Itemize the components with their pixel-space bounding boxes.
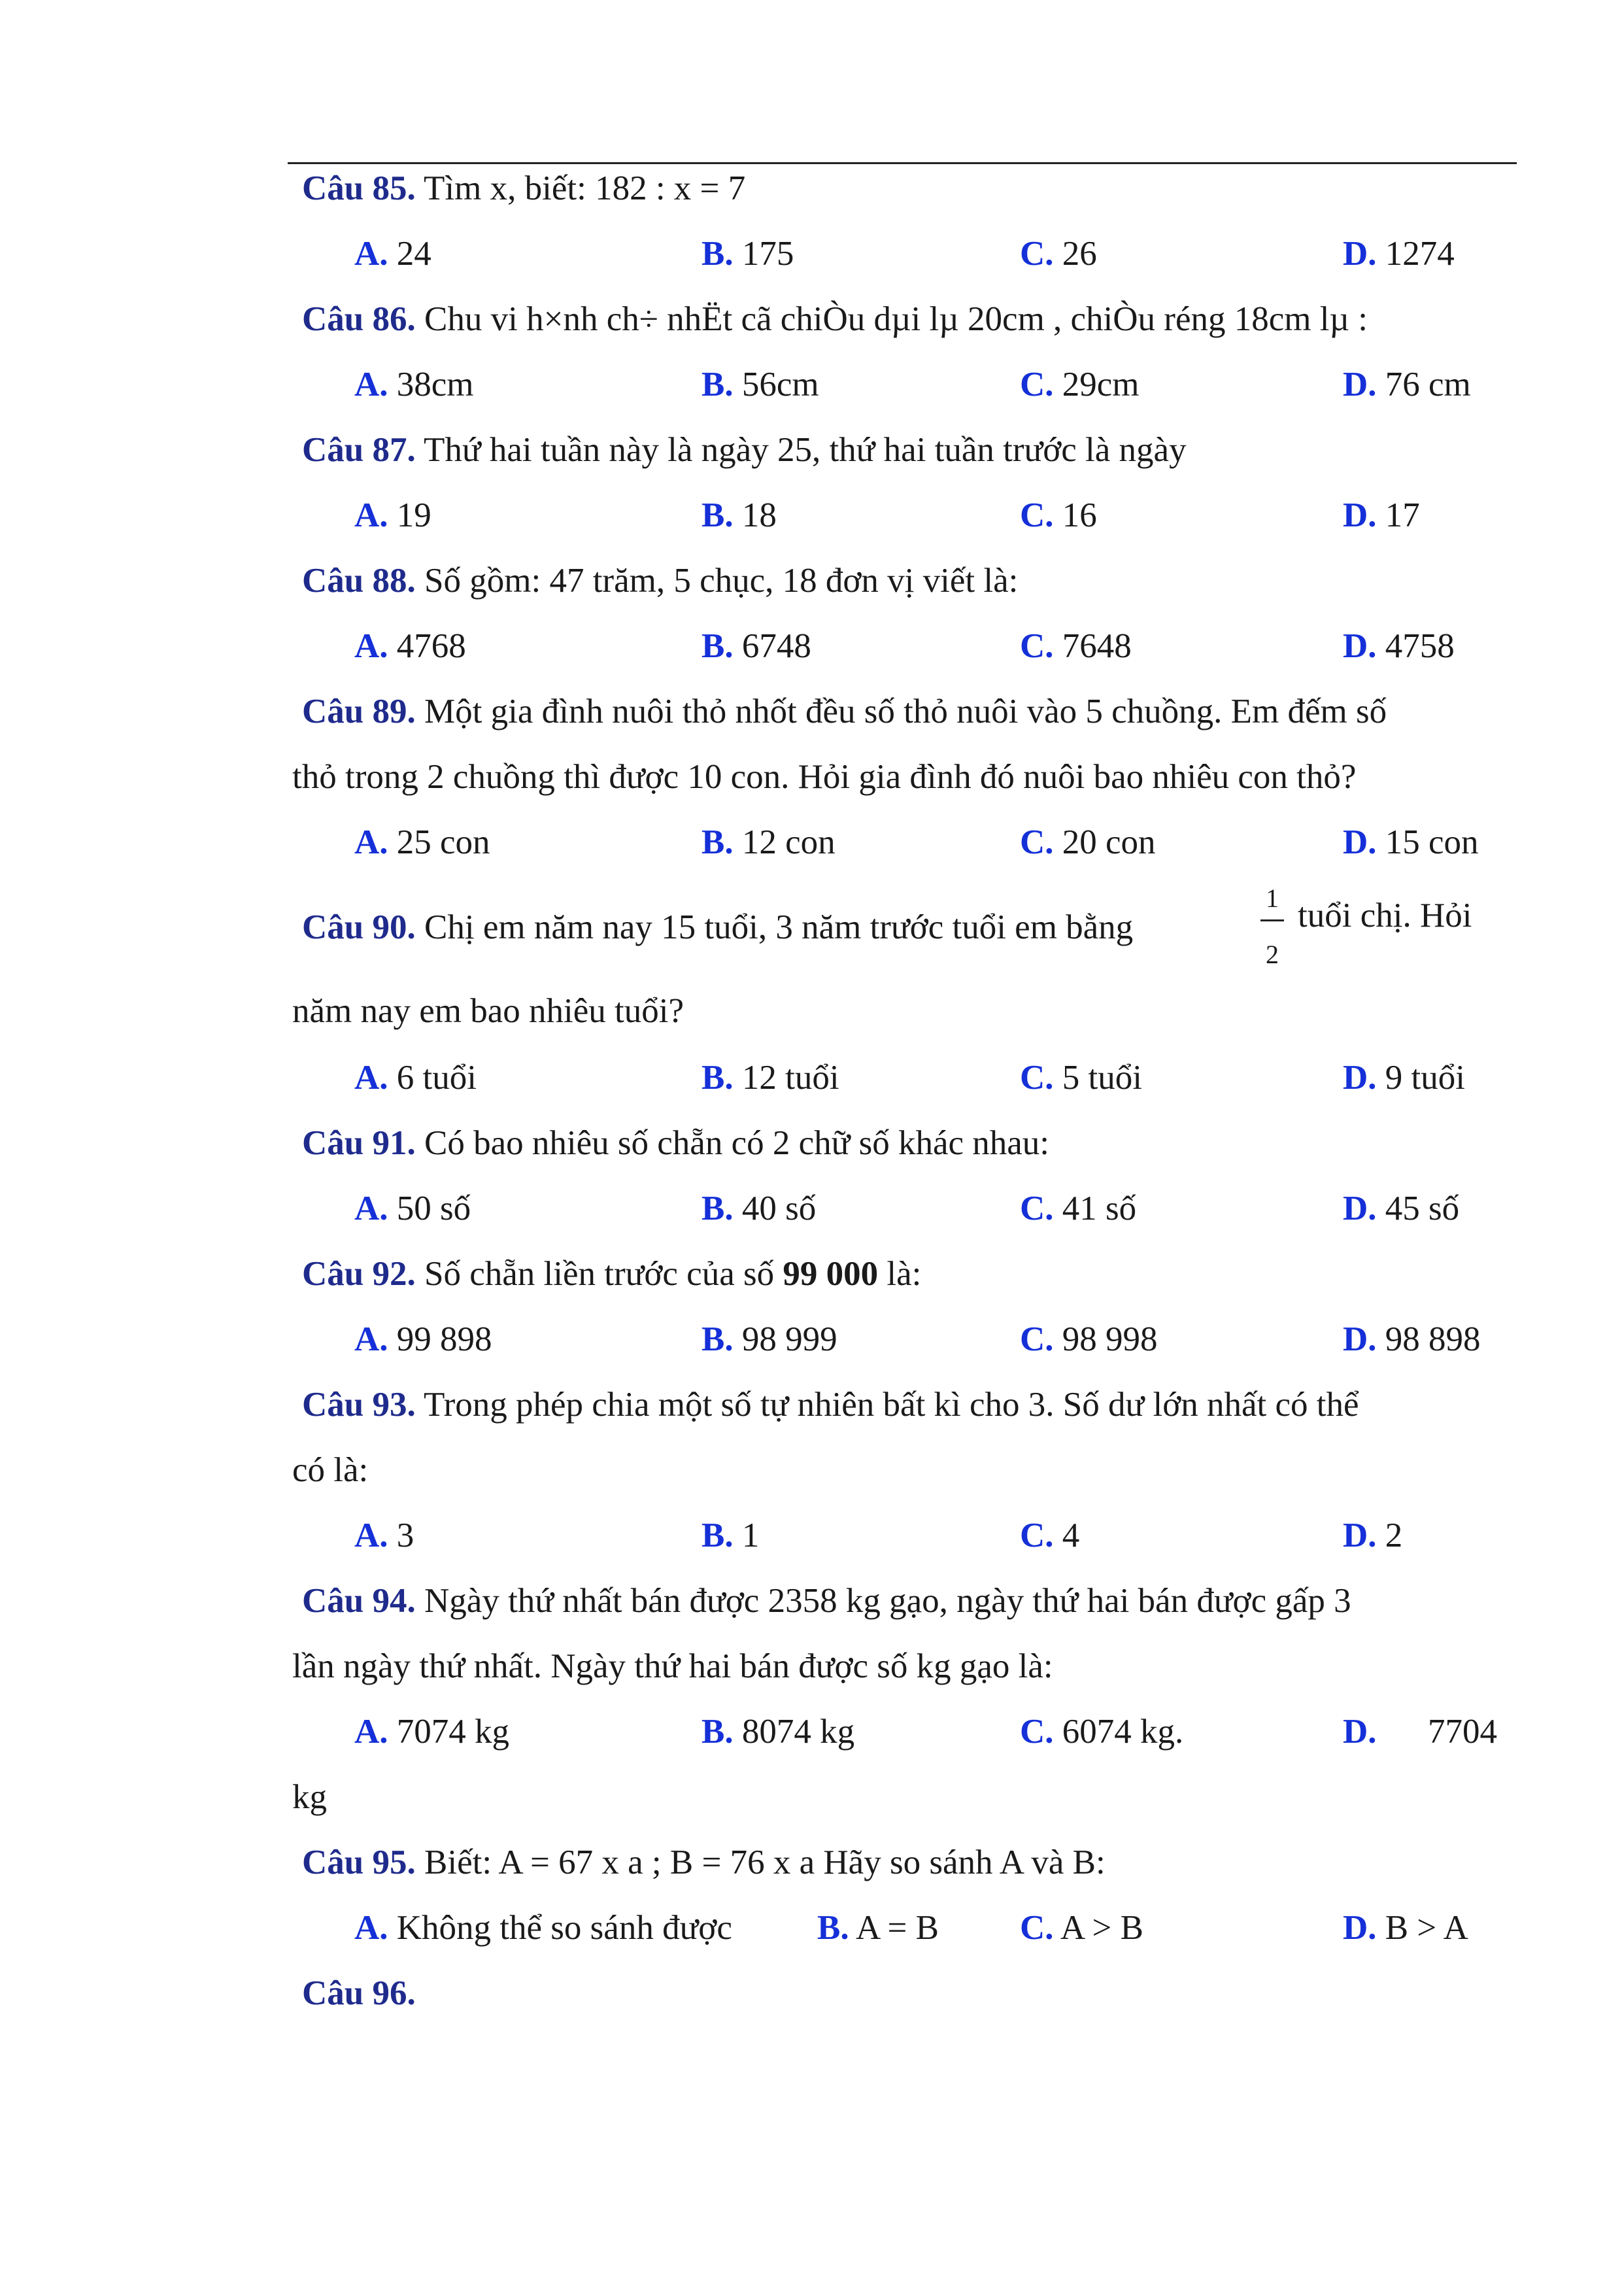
q91-option-b: B. 40 số: [701, 1190, 817, 1227]
question-text: Thứ hai tuần này là ngày 25, thứ hai tuần trước là ngày: [415, 431, 1187, 469]
q88-option-b: B. 6748: [701, 627, 811, 665]
q92-option-d: D. 98 898: [1343, 1320, 1481, 1358]
q91-option-d: D. 45 số: [1343, 1190, 1460, 1227]
q92-option-b: B. 98 999: [701, 1320, 837, 1358]
fraction-numerator: 1: [1266, 883, 1279, 913]
q89-option-c: C. 20 con: [1020, 823, 1156, 861]
q87-option-b: B. 18: [701, 496, 777, 534]
q89-option-b: B. 12 con: [701, 823, 836, 861]
question-90-continued: năm nay em bao nhiêu tuổi?: [292, 992, 684, 1030]
question-93-continued: có là:: [292, 1451, 369, 1489]
question-89-continued: thỏ trong 2 chuồng thì được 10 con. Hỏi gia đình đó nuôi bao nhiêu con thỏ?: [292, 758, 1357, 796]
question-label: Câu 87.: [302, 431, 416, 469]
question-95: [302, 1842, 1106, 1883]
q94-option-d-value: 7704: [1428, 1713, 1497, 1751]
question-text: Số gồm: 47 trăm, 5 chục, 18 đơn vị viết là:: [415, 562, 1019, 600]
q85-option-a: A. 24: [354, 235, 431, 273]
fraction-denominator: 2: [1266, 940, 1279, 969]
q93-option-a: A. 3: [354, 1516, 414, 1554]
q87-option-c: C. 16: [1020, 496, 1097, 534]
q85-option-b: B. 175: [701, 235, 794, 273]
q93-option-b: B. 1: [701, 1516, 760, 1554]
q95-option-b: B. A = B: [817, 1909, 939, 1947]
question-label: Câu 86.: [302, 300, 416, 338]
q90-option-d: D. 9 tuổi: [1343, 1059, 1465, 1097]
q92-option-c: C. 98 998: [1020, 1320, 1158, 1358]
question-text: Số chẵn liền trước của số: [415, 1255, 783, 1293]
q85-option-d: D. 1274: [1343, 235, 1455, 273]
q94-option-c: C. 6074 kg.: [1020, 1713, 1184, 1751]
q90-option-c: C. 5 tuổi: [1020, 1059, 1142, 1097]
question-label: Câu 92.: [302, 1255, 416, 1293]
question-91: [302, 1122, 1049, 1164]
header-rule: [288, 162, 1517, 164]
question-96: [302, 1972, 416, 2014]
question-94: [302, 1580, 1351, 1622]
question-90-after-fraction: tuổi chị. Hỏi: [1298, 897, 1472, 934]
question-label: Câu 85.: [302, 169, 416, 207]
q88-option-d: D. 4758: [1343, 627, 1455, 665]
question-94-continued: lần ngày thứ nhất. Ngày thứ hai bán được số kg gạo là:: [292, 1647, 1053, 1685]
q87-option-a: A. 19: [354, 496, 431, 534]
question-label: Câu 89.: [302, 693, 416, 730]
question-87: [302, 429, 1187, 471]
q91-option-c: C. 41 số: [1020, 1190, 1137, 1227]
question-86: [302, 298, 1368, 340]
q86-option-a: A. 38cm: [354, 366, 474, 403]
q95-option-a: A. Không thể so sánh được: [354, 1909, 732, 1947]
q85-option-c: C. 26: [1020, 235, 1097, 273]
question-text: Biết: A = 67 x a ; B = 76 x a Hãy so sánh A và B:: [415, 1843, 1106, 1881]
question-text: Một gia đình nuôi thỏ nhốt đều số thỏ nuôi vào 5 chuồng. Em đếm số: [415, 693, 1387, 730]
q86-option-c: C. 29cm: [1020, 366, 1140, 403]
q94-option-a: A. 7074 kg: [354, 1713, 510, 1751]
q90-option-b: B. 12 tuổi: [701, 1059, 839, 1097]
question-90: [302, 906, 1133, 948]
q93-option-d: D. 2: [1343, 1516, 1403, 1554]
q94-option-d: D.: [1343, 1713, 1377, 1751]
q94-option-b: B. 8074 kg: [701, 1713, 855, 1751]
question-number-bold: 99 000: [783, 1255, 879, 1293]
question-text: Chị em năm nay 15 tuổi, 3 năm trước tuổi em bằng: [415, 908, 1134, 946]
question-text-after: là:: [878, 1255, 922, 1293]
question-85: [302, 167, 745, 209]
q95-option-d: D. B > A: [1343, 1909, 1468, 1947]
q88-option-a: A. 4768: [354, 627, 466, 665]
fraction-bar: [1260, 919, 1284, 921]
q86-option-d: D. 76 cm: [1343, 366, 1471, 403]
question-label: Câu 95.: [302, 1843, 416, 1881]
question-text: Có bao nhiêu số chẵn có 2 chữ số khác nhau:: [415, 1124, 1050, 1162]
question-label: Câu 90.: [302, 908, 416, 946]
question-text: Ngày thứ nhất bán được 2358 kg gạo, ngày thứ hai bán được gấp 3: [415, 1582, 1351, 1620]
question-label: Câu 88.: [302, 562, 416, 600]
question-92: [302, 1253, 921, 1295]
question-text: Trong phép chia một số tự nhiên bất kì cho 3. Số dư lớn nhất có thể: [415, 1386, 1359, 1424]
q93-option-c: C. 4: [1020, 1516, 1080, 1554]
q89-option-a: A. 25 con: [354, 823, 490, 861]
q87-option-d: D. 17: [1343, 496, 1420, 534]
question-label: Câu 94.: [302, 1582, 416, 1620]
q92-option-a: A. 99 898: [354, 1320, 492, 1358]
question-label: Câu 93.: [302, 1386, 416, 1424]
q95-option-c: C. A > B: [1020, 1909, 1143, 1947]
question-text: Chu vi h×nh ch÷ nhËt cã chiÒu dµi lµ 20cm , chiÒu réng 18cm lµ :: [415, 300, 1368, 338]
question-88: [302, 560, 1018, 602]
q90-option-a: A. 6 tuổi: [354, 1059, 477, 1097]
question-label: Câu 91.: [302, 1124, 416, 1162]
question-93: [302, 1384, 1359, 1426]
q86-option-b: B. 56cm: [701, 366, 819, 403]
q89-option-d: D. 15 con: [1343, 823, 1479, 861]
question-text: Tìm x, biết: 182 : x = 7: [415, 169, 746, 207]
q94-option-d-wrap: kg: [292, 1778, 327, 1816]
q91-option-a: A. 50 số: [354, 1190, 471, 1227]
q88-option-c: C. 7648: [1020, 627, 1132, 665]
question-label: Câu 96.: [302, 1974, 416, 2012]
question-89: [302, 691, 1387, 732]
